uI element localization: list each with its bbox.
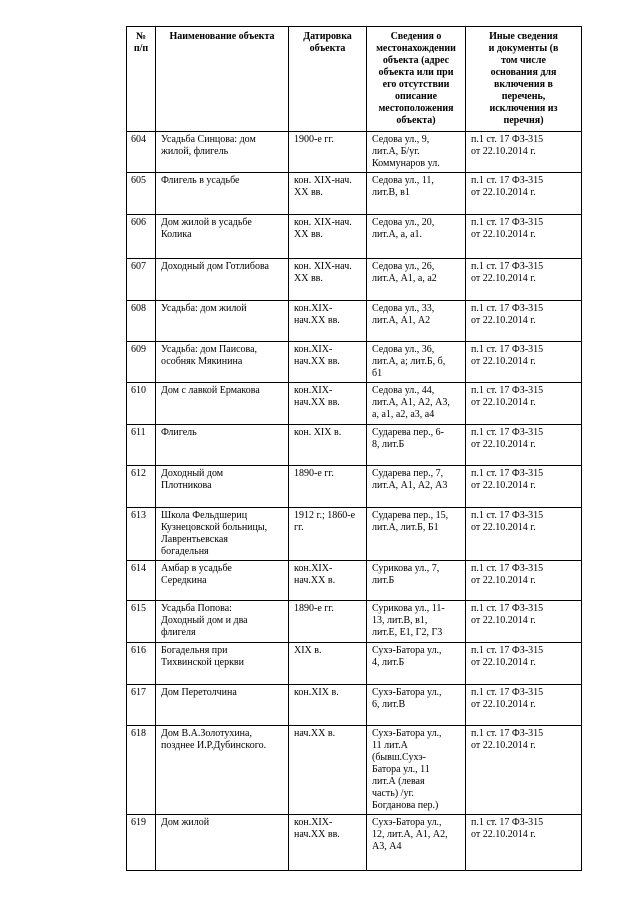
- row-object-location: Седова ул., 11, лит.В, в1: [367, 173, 466, 215]
- row-object-location: Сухэ-Батора ул., 4, лит.Б: [367, 643, 466, 685]
- row-object-date: XIX в.: [289, 643, 367, 685]
- row-object-date: 1912 г.; 1860-е гг.: [289, 508, 367, 561]
- row-other-info: п.1 ст. 17 ФЗ-315 от 22.10.2014 г.: [466, 643, 582, 685]
- row-object-date: кон. XIX в.: [289, 425, 367, 466]
- row-object-name: Дом Перетолчина: [156, 685, 289, 726]
- table-row: [127, 601, 582, 643]
- row-object-date: 1890-е гг.: [289, 601, 367, 643]
- row-number: 618: [127, 726, 156, 815]
- table-row: [127, 425, 582, 466]
- row-object-location: Сухэ-Батора ул., 6, лит.В: [367, 685, 466, 726]
- table-row: [127, 301, 582, 342]
- row-other-info: п.1 ст. 17 ФЗ-315 от 22.10.2014 г.: [466, 173, 582, 215]
- row-object-name: Школа Фельдшериц Кузнецовской больницы, Лаврентьевская богадельня: [156, 508, 289, 561]
- row-object-date: кон.XIX- нач.XX вв.: [289, 301, 367, 342]
- table-row: [127, 259, 582, 301]
- row-object-location: Сударева пер., 7, лит.А, А1, А2, А3: [367, 466, 466, 508]
- table-row: [127, 173, 582, 215]
- row-other-info: п.1 ст. 17 ФЗ-315 от 22.10.2014 г.: [466, 466, 582, 508]
- row-object-date: кон. XIX-нач. XX вв.: [289, 259, 367, 301]
- row-other-info: п.1 ст. 17 ФЗ-315 от 22.10.2014 г.: [466, 259, 582, 301]
- row-number: 612: [127, 466, 156, 508]
- row-other-info: п.1 ст. 17 ФЗ-315 от 22.10.2014 г.: [466, 132, 582, 173]
- header-number: № п/п: [127, 27, 156, 132]
- row-object-date: кон.XIX в.: [289, 685, 367, 726]
- row-number: 609: [127, 342, 156, 383]
- row-number: 604: [127, 132, 156, 173]
- row-object-name: Дом жилой: [156, 815, 289, 871]
- table-row: [127, 726, 582, 815]
- row-number: 617: [127, 685, 156, 726]
- table-row: [127, 685, 582, 726]
- row-number: 610: [127, 383, 156, 425]
- row-other-info: п.1 ст. 17 ФЗ-315 от 22.10.2014 г.: [466, 383, 582, 425]
- row-other-info: п.1 ст. 17 ФЗ-315 от 22.10.2014 г.: [466, 685, 582, 726]
- row-other-info: п.1 ст. 17 ФЗ-315 от 22.10.2014 г.: [466, 601, 582, 643]
- table-row: [127, 815, 582, 871]
- table-row: [127, 383, 582, 425]
- row-number: 607: [127, 259, 156, 301]
- header-other-info: Иные сведения и документы (в том числе основания для включения в перечень, исключения из перечня): [466, 27, 582, 132]
- row-object-name: Доходный дом Плотникова: [156, 466, 289, 508]
- row-object-location: Сухэ-Батора ул., 12, лит.А, А1, А2, А3, А4: [367, 815, 466, 871]
- row-object-date: кон.XIX- нач.XX вв.: [289, 815, 367, 871]
- row-other-info: п.1 ст. 17 ФЗ-315 от 22.10.2014 г.: [466, 425, 582, 466]
- row-other-info: п.1 ст. 17 ФЗ-315 от 22.10.2014 г.: [466, 561, 582, 601]
- row-object-date: кон.XIX- нач.XX вв.: [289, 342, 367, 383]
- row-object-location: Сударева пер., 15, лит.А, лит.Б, Б1: [367, 508, 466, 561]
- row-object-location: Седова ул., 33, лит.А, А1, А2: [367, 301, 466, 342]
- row-object-name: Флигель: [156, 425, 289, 466]
- row-object-name: Богадельня при Тихвинской церкви: [156, 643, 289, 685]
- table-row: [127, 342, 582, 383]
- row-object-name: Усадьба Попова: Доходный дом и два флигеля: [156, 601, 289, 643]
- row-number: 615: [127, 601, 156, 643]
- row-object-name: Доходный дом Готлибова: [156, 259, 289, 301]
- row-object-date: кон.XIX- нач.XX в.: [289, 561, 367, 601]
- heritage-objects-table: [126, 26, 582, 871]
- row-object-date: нач.XX в.: [289, 726, 367, 815]
- table-row: [127, 508, 582, 561]
- row-object-date: кон. XIX-нач. XX вв.: [289, 215, 367, 259]
- row-number: 605: [127, 173, 156, 215]
- row-object-date: кон.XIX- нач.XX вв.: [289, 383, 367, 425]
- row-object-name: Усадьба: дом Паисова, особняк Мякинина: [156, 342, 289, 383]
- row-object-name: Амбар в усадьбе Середкина: [156, 561, 289, 601]
- header-object-name: Наименование объекта: [156, 27, 289, 132]
- row-object-location: Седова ул., 20, лит.А, а, а1.: [367, 215, 466, 259]
- row-other-info: п.1 ст. 17 ФЗ-315 от 22.10.2014 г.: [466, 301, 582, 342]
- row-object-name: Усадьба Синцова: дом жилой, флигель: [156, 132, 289, 173]
- row-number: 619: [127, 815, 156, 871]
- row-object-location: Седова ул., 36, лит.А, а; лит.Б, б, б1: [367, 342, 466, 383]
- row-object-name: Дом жилой в усадьбе Колика: [156, 215, 289, 259]
- header-object-location: Сведения о местонахождении объекта (адрес объекта или при его отсутствии описание местоположения объекта): [367, 27, 466, 132]
- row-number: 613: [127, 508, 156, 561]
- row-object-name: Флигель в усадьбе: [156, 173, 289, 215]
- row-other-info: п.1 ст. 17 ФЗ-315 от 22.10.2014 г.: [466, 508, 582, 561]
- table-row: [127, 132, 582, 173]
- table-row: [127, 215, 582, 259]
- table-row: [127, 466, 582, 508]
- row-object-name: Дом В.А.Золотухина, позднее И.Р.Дубинского.: [156, 726, 289, 815]
- row-other-info: п.1 ст. 17 ФЗ-315 от 22.10.2014 г.: [466, 215, 582, 259]
- row-object-location: Седова ул., 44, лит.А, А1, А2, А3, а, а1, а2, а3, а4: [367, 383, 466, 425]
- row-object-location: Сурикова ул., 7, лит.Б: [367, 561, 466, 601]
- row-object-date: 1890-е гг.: [289, 466, 367, 508]
- row-object-name: Дом с лавкой Ермакова: [156, 383, 289, 425]
- row-object-location: Сурикова ул., 11- 13, лит.В, в1, лит.Е, Е1, Г2, Г3: [367, 601, 466, 643]
- row-number: 608: [127, 301, 156, 342]
- row-number: 606: [127, 215, 156, 259]
- row-object-date: кон. XIX-нач. XX вв.: [289, 173, 367, 215]
- row-object-location: Седова ул., 26, лит.А, А1, а, а2: [367, 259, 466, 301]
- row-number: 614: [127, 561, 156, 601]
- row-number: 611: [127, 425, 156, 466]
- header-object-date: Датировка объекта: [289, 27, 367, 132]
- row-object-location: Сухэ-Батора ул., 11 лит.А (бывш.Сухэ- Батора ул., 11 лит.А (левая часть) /уг. Богданова пер.): [367, 726, 466, 815]
- row-other-info: п.1 ст. 17 ФЗ-315 от 22.10.2014 г.: [466, 815, 582, 871]
- row-number: 616: [127, 643, 156, 685]
- table-row: [127, 643, 582, 685]
- row-other-info: п.1 ст. 17 ФЗ-315 от 22.10.2014 г.: [466, 726, 582, 815]
- row-other-info: п.1 ст. 17 ФЗ-315 от 22.10.2014 г.: [466, 342, 582, 383]
- row-object-name: Усадьба: дом жилой: [156, 301, 289, 342]
- row-object-location: Седова ул., 9, лит.А, Б/уг. Коммунаров ул.: [367, 132, 466, 173]
- table-header-row: [127, 27, 582, 132]
- table-row: [127, 561, 582, 601]
- row-object-date: 1900-е гг.: [289, 132, 367, 173]
- row-object-location: Сударева пер., 6- 8, лит.Б: [367, 425, 466, 466]
